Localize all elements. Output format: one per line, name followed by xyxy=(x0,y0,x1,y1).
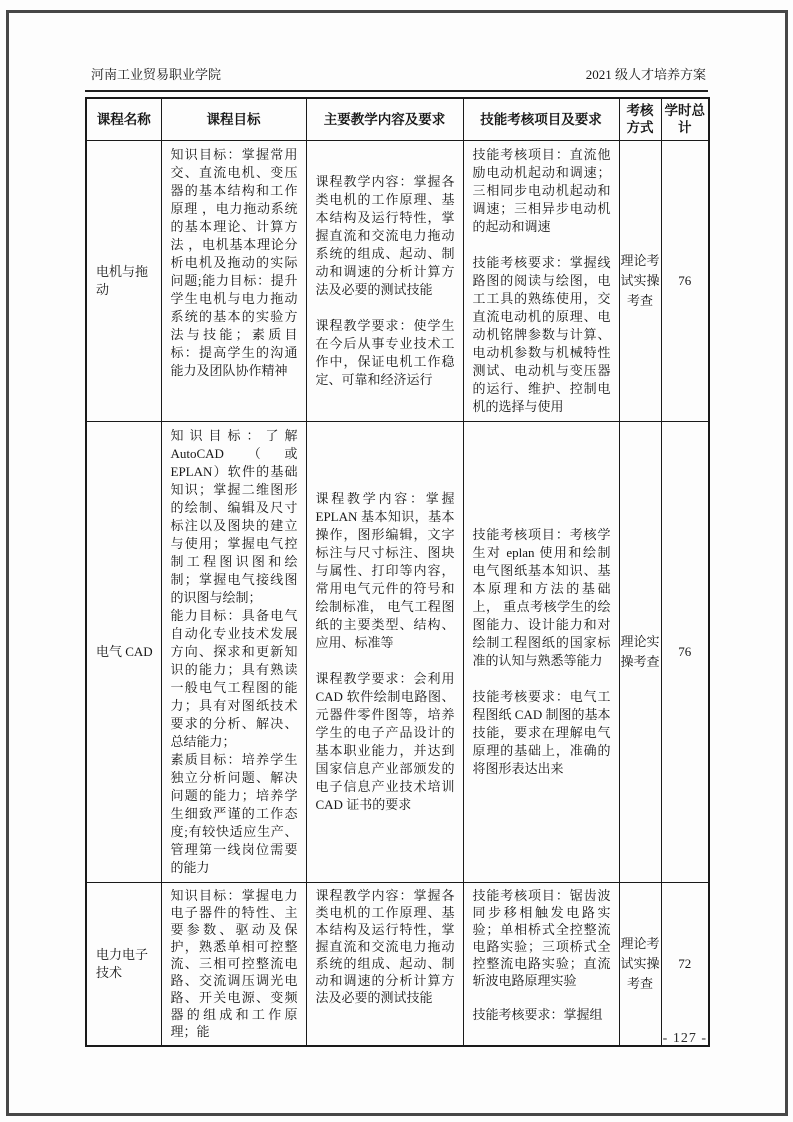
page-number: - 127 - xyxy=(662,1031,707,1046)
header-program-title: 2021 级人才培养方案 xyxy=(585,67,706,82)
assessment-method: 理论实操考查 xyxy=(619,421,661,882)
content-paragraph: 课程教学要求：会利用 CAD 软件绘制电路图、元器件零件图等，培养学生的电子产品设计的基本职业能力，并达到国家信息产业部颁发的电子信息产业技术培训 CAD 证书的要求 xyxy=(315,670,455,812)
content-paragraph: 课程教学内容：掌握各类电机的工作原理、基本结构及运行特性，掌握直流和交流电力拖动系统的组成、起动、制动和调速的分析计算方法及必要的测试技能 xyxy=(315,887,455,1005)
assessment-paragraph: 技能考核项目：直流他励电动机起动和调速；三相同步电动机起动和调速；三相异步电动机的起动和调速 xyxy=(472,146,611,234)
teaching-content-cell xyxy=(306,882,463,1046)
table-row xyxy=(86,140,709,421)
course-name: 电气 CAD xyxy=(86,421,161,882)
document-header xyxy=(85,64,708,92)
assessment-paragraph: 技能考核要求：掌握线路图的阅读与绘图，电工工具的熟练使用，交直流电动机的原理、电动机铭牌参数与计算、电动机参数与机械特性测试、电动机与变压器的运行、维护、控制电机的选择与使用 xyxy=(472,254,611,414)
col-header-course-name: 课程名称 xyxy=(86,98,161,140)
table-row xyxy=(86,421,709,882)
course-name: 电机与拖动 xyxy=(86,140,161,421)
course-objectives-cell xyxy=(161,140,306,421)
course-table xyxy=(85,97,710,1047)
document-page xyxy=(85,64,708,1047)
objectives-paragraph: 知识目标：掌握常用交、直流电机、变压器的基本结构和工作原理 ，电力拖动系统的基本理论、计算方法 ，电机基本理论分析电机及拖动的实际问题;能力目标：提升学生电机与电力拖动系统的基本的实验方法与技能；素质目标：提高学生的沟通能力及团队协作精神 xyxy=(170,146,298,378)
objectives-paragraph: 能力目标：具备电气自动化专业技术发展方向、探求和更新知识的能力；具有熟读一般电气工程图的能力；具有对图纸技术要求的分析、解决、总结能力； xyxy=(170,607,298,749)
col-header-method: 考核方式 xyxy=(619,98,661,140)
objectives-paragraph: 知识目标：掌握电力电子器件的特性、主要参数、驱动及保护，熟悉单相可控整流、三相可控整流电路、交流调压调光电路、开关电源、变频器的组成和工作原理；能 xyxy=(170,887,298,1039)
assessment-paragraph: 技能考核要求：掌握组 xyxy=(472,1006,603,1022)
assessment-method: 理论考试实操考查 xyxy=(619,882,661,1046)
teaching-content-cell xyxy=(306,140,463,421)
assessment-paragraph: 技能考核项目：考核学生对 eplan 使用和绘制电气图纸基本知识、基本原理和方法的基础上， 重点考核学生的绘图能力、设计能力和对绘制工程图纸的国家标准的认知与熟悉等能力 xyxy=(472,526,611,668)
table-header-row xyxy=(86,98,709,140)
content-paragraph: 课程教学内容：掌握 EPLAN 基本知识，基本操作，图形编辑，文字标注与尺寸标注、图块与属性、打印等内容， 常用电气元件的符号和绘制标准， 电气工程图纸的主要类型、结构、应用、标准等 xyxy=(315,490,455,650)
col-header-objectives: 课程目标 xyxy=(161,98,306,140)
content-paragraph: 课程教学内容：掌握各类电机的工作原理、基本结构及运行特性，掌握直流和交流电力拖动系统的组成、起动、制动和调速的分析计算方法及必要的测试技能 xyxy=(315,173,455,297)
col-header-skill-assessment: 技能考核项目及要求 xyxy=(463,98,619,140)
course-objectives-cell xyxy=(161,882,306,1046)
skill-assessment-cell xyxy=(463,140,619,421)
table-row xyxy=(86,882,709,1046)
content-paragraph: 课程教学要求：使学生在今后从事专业技术工作中，保证电机工作稳定、可靠和经济运行 xyxy=(315,317,455,387)
assessment-paragraph: 技能考核项目：锯齿波同步移相触发电路实验；单相桥式全控整流电路实验；三项桥式全控整流电路实验；直流斩波电路原理实验 xyxy=(472,887,611,988)
skill-assessment-cell xyxy=(463,882,619,1046)
col-header-teaching-content: 主要教学内容及要求 xyxy=(306,98,463,140)
objectives-paragraph: 知识目标：了解 AutoCAD（或 EPLAN）软件的基础知识；掌握二维图形的绘制、编辑及尺寸标注以及图块的建立与使用；掌握电气控制工程图识图和绘制；掌握电气接线图的识图与绘制； xyxy=(170,427,298,605)
total-hours: 76 xyxy=(661,421,709,882)
total-hours: 72 xyxy=(661,882,709,1046)
col-header-total-hours: 学时总计 xyxy=(661,98,709,140)
course-objectives-cell xyxy=(161,421,306,882)
header-school-name: 河南工业贸易职业学院 xyxy=(91,67,222,82)
teaching-content-cell xyxy=(306,421,463,882)
total-hours: 76 xyxy=(661,140,709,421)
objectives-paragraph: 素质目标：培养学生独立分析问题、解决问题的能力；培养学生细致严谨的工作态度;有较快适应生产、管理第一线岗位需要的能力 xyxy=(170,751,298,875)
course-name: 电力电子技术 xyxy=(86,882,161,1046)
skill-assessment-cell xyxy=(463,421,619,882)
assessment-method: 理论考试实操考查 xyxy=(619,140,661,421)
assessment-paragraph: 技能考核要求：电气工程图纸 CAD 制图的基本技能，要求在理解电气原理的基础上，准确的将图形表达出来 xyxy=(472,688,611,776)
